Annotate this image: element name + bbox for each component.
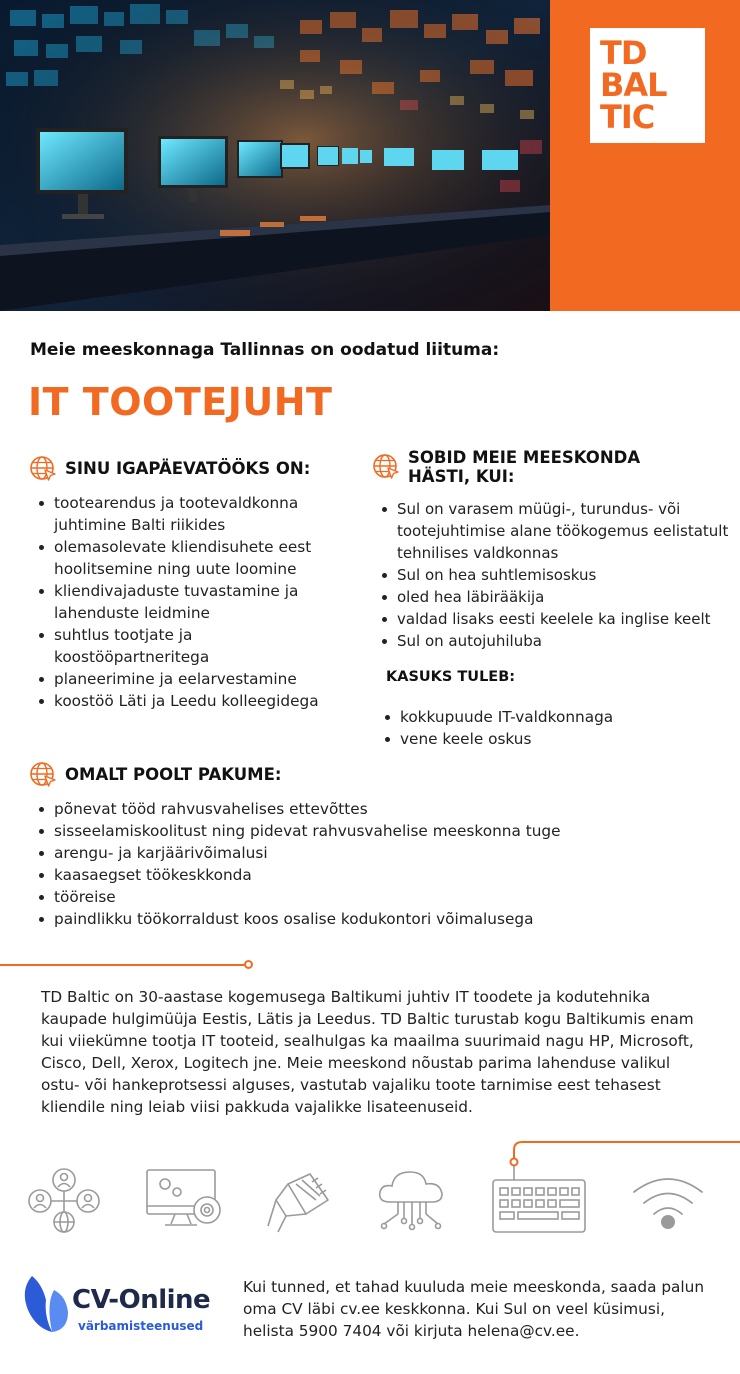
globe-cursor-icon	[372, 453, 400, 481]
td-baltic-logo	[590, 28, 705, 143]
list-item: tööreise	[34, 886, 714, 908]
section-divider	[0, 964, 248, 966]
network-cable-icon	[266, 1170, 332, 1234]
section-daily-heading	[29, 455, 310, 483]
job-title: IT TOOTEJUHT	[28, 380, 333, 424]
people-network-icon	[26, 1166, 102, 1236]
list-item: koostöö Läti ja Leedu kolleegidega	[34, 690, 349, 712]
list-item: tootearendus ja tootevaldkonna juhtimine Balti riikides	[34, 492, 349, 536]
section-daily-title: SINU IGAPÄEVATÖÖKS ON:	[65, 459, 311, 478]
section-fit-title-line1: SOBID MEIE MEESKONDA	[408, 448, 641, 467]
list-item: sisseelamiskoolitust ning pidevat rahvusvahelise meeskonna tuge	[34, 820, 714, 842]
intro-text: Meie meeskonnaga Tallinnas on oodatud liituma:	[30, 340, 500, 360]
about-company: TD Baltic on 30-aastase kogemusega Baltikumi juhtiv IT toodete ja kodutehnika kaupade hulgimüüja Eestis, Lätis ja Leedus. TD Baltic turustab kogu Baltikumis enam kui viiekümne tootja IT tooteid, sealhulgas ka maailma suurimaid nagu HP, Microsoft, Cisco, Dell, Xerox, Logitech jne. Meie meeskond nõustab parima lahenduse valikul ostu- või hankeprotsessi alguses, vastutab vajaliku toote tarnimise eest tehasest kliendile ning leiab viisi pakkuda vajalikke lisateenuseid.	[41, 988, 694, 1116]
list-item: arengu- ja karjäärivõimalusi	[34, 842, 714, 864]
list-item: Sul on autojuhiluba	[377, 630, 737, 652]
globe-cursor-icon	[29, 455, 57, 483]
globe-cursor-icon	[29, 761, 57, 789]
cloud-network-icon	[376, 1166, 448, 1232]
wifi-icon	[630, 1172, 706, 1232]
divider-dot	[244, 960, 253, 969]
bonus-heading: KASUKS TULEB:	[386, 669, 516, 685]
bonus-list	[380, 706, 720, 750]
section-fit-list	[377, 498, 737, 652]
list-item: valdad lisaks eesti keelele ka inglise keelt	[377, 608, 737, 630]
list-item: planeerimine ja eelarvestamine	[34, 668, 349, 690]
section-offer-heading	[29, 761, 281, 789]
section-daily-list	[34, 492, 349, 712]
list-item: oled hea läbirääkija	[377, 586, 737, 608]
hero-banner	[0, 0, 740, 311]
hero-image	[0, 0, 550, 311]
section-fit-title-line2: HÄSTI, KUI:	[408, 467, 515, 486]
list-item: Sul on hea suhtlemisoskus	[377, 564, 737, 586]
cv-online-name: CV-Online	[72, 1285, 211, 1315]
section-offer-list	[34, 798, 714, 930]
list-item: paindlikku töökorraldust koos osalise kodukontori võimalusega	[34, 908, 714, 930]
list-item: Sul on varasem müügi-, turundus- või tootejuhtimise alane töökogemus eelistatult tehnilises valdkonnas	[377, 498, 737, 564]
list-item: vene keele oskus	[380, 728, 720, 750]
list-item: põnevat tööd rahvusvahelises ettevõttes	[34, 798, 714, 820]
section-offer-title: OMALT POOLT PAKUME:	[65, 765, 282, 784]
list-item: kliendivajaduste tuvastamine ja lahenduste leidmine	[34, 580, 349, 624]
logo-line-2: BAL	[600, 66, 667, 104]
contact-text: Kui tunned, et tahad kuuluda meie meeskonda, saada palun oma CV läbi cv.ee keskkonna. Kui Sul on veel küsimusi, helista 5900 7404 või kirjuta helena@cv.ee.	[243, 1278, 705, 1340]
list-item: kokkupuude IT-valdkonnaga	[380, 706, 720, 728]
section-fit-heading	[372, 448, 640, 486]
monitor-settings-icon	[145, 1168, 223, 1232]
list-item: olemasolevate kliendisuhete eest hoolitsemine ning uute loomine	[34, 536, 349, 580]
list-item: kaasaegset töökeskkonda	[34, 864, 714, 886]
list-item: suhtlus tootjate ja koostööpartneritega	[34, 624, 349, 668]
cv-online-subtitle: värbamisteenused	[78, 1319, 204, 1333]
server-room-illustration	[0, 0, 550, 311]
logo-line-1: TD	[600, 34, 647, 72]
logo-line-3: TIC	[600, 98, 655, 136]
